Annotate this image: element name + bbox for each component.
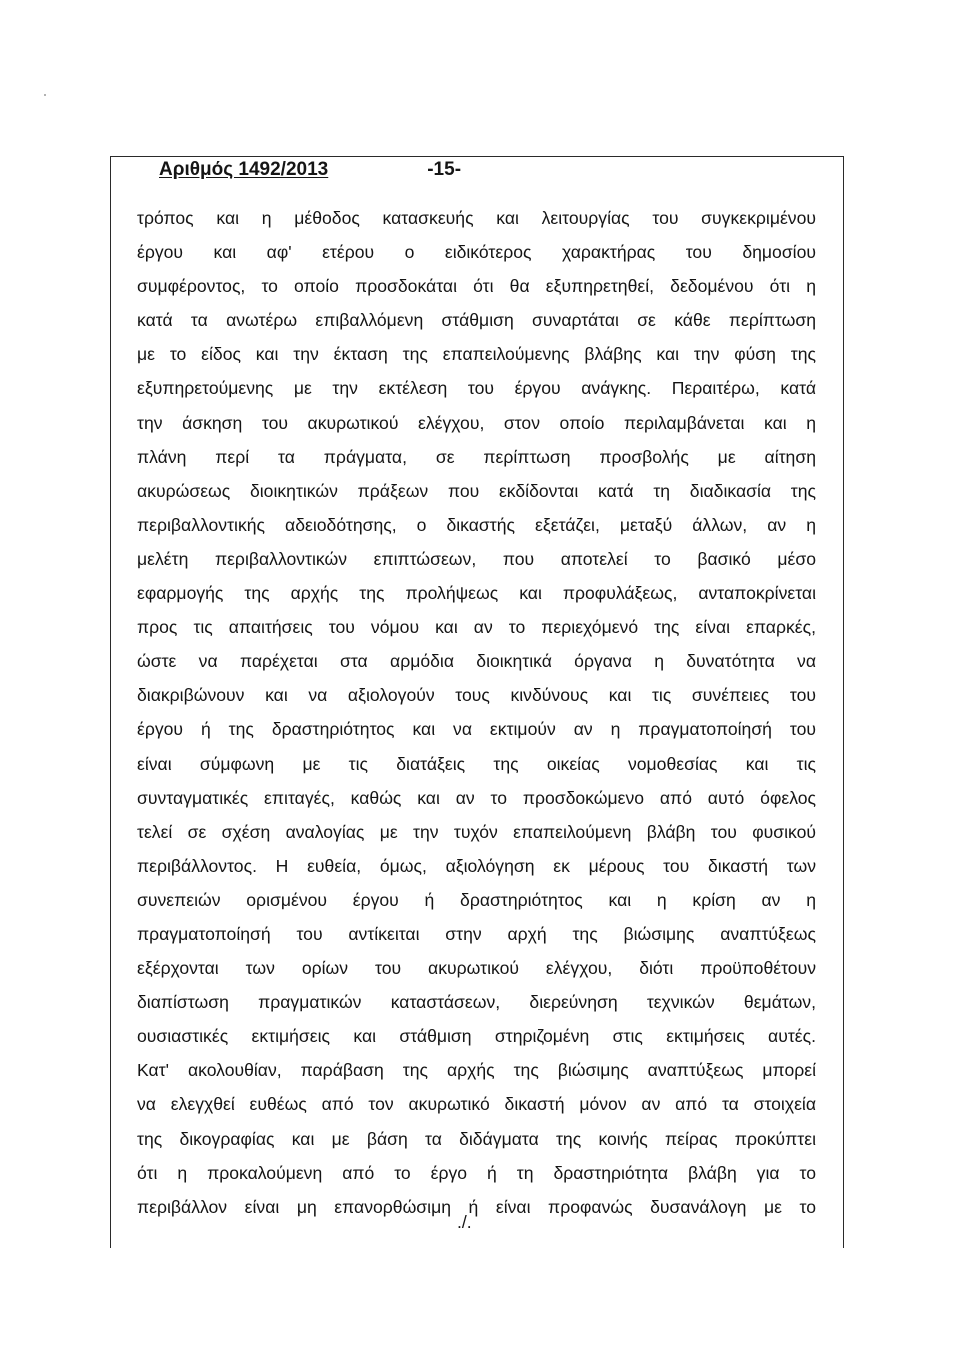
text-line: τρόπος και η μέθοδος κατασκευής και λειτουργίας του συγκεκριμένου [137, 208, 816, 228]
text-line: συνεπειών ορισμένου έργου ή δραστηριότητος και η κρίση αν η [137, 889, 816, 910]
text-line: Κατ' ακολουθίαν, παράβαση της αρχής της βιώσιμης αναπτύξεως μπορεί [137, 1060, 816, 1081]
text-line: με το είδος και την έκταση της επαπειλούμενης βλάβης και την φύση της [137, 344, 816, 365]
text-line: περιβάλλον είναι μη επανορθώσιμη ή είναι προφανώς δυσανάλογη με το [137, 1196, 816, 1217]
text-line: ακυρώσεως διοικητικών πράξεων που εκδίδονται κατά τη διαδικασία της [137, 480, 816, 501]
text-line: προς τις απαιτήσεις του νόμου και αν το περιεχόμενό της είναι επαρκές, [137, 617, 816, 638]
text-line: περιβαλλοντικής αδειοδότησης, ο δικαστής εξετάζει, μεταξύ άλλων, αν η [137, 514, 816, 535]
text-line: της δικογραφίας και με βάση τα διδάγματα της κοινής πείρας προκύπτει [137, 1128, 816, 1149]
text-line: συμφέροντος, το οποίο προσδοκάται ότι θα εξυπηρετηθεί, δεδομένου ότι η [137, 276, 816, 297]
text-line: τελεί σε σχέση αναλογίας με την τυχόν επαπειλούμενη βλάβη του φυσικού [137, 821, 816, 842]
text-line: κατά τα ανωτέρω επιβαλλόμενη στάθμιση συναρτάται σε κάθε περίπτωση [137, 310, 816, 331]
text-line: έργου και αφ' ετέρου ο ειδικότερος χαρακτήρας του δημοσίου [137, 242, 816, 263]
scan-speck [44, 94, 46, 96]
text-line: πραγματοποίησή του αντίκειται στην αρχή της βιώσιμης αναπτύξεως [137, 923, 816, 944]
text-line: περιβάλλοντος. Η ευθεία, όμως, αξιολόγηση εκ μέρους του δικαστή των [137, 855, 816, 876]
text-line: είναι σύμφωνη με τις διατάξεις της οικείας νομοθεσίας και τις [137, 753, 816, 774]
text-line: μελέτη περιβαλλοντικών επιπτώσεων, που αποτελεί το βασικό μέσο [137, 548, 816, 569]
text-line: ότι η προκαλούμενη από το έργο ή τη δραστηριότητα βλάβη για το [137, 1162, 816, 1183]
text-line: να ελεγχθεί ευθέως από τον ακυρωτικό δικαστή μόνον αν από τα στοιχεία [137, 1094, 816, 1115]
text-line: την άσκηση του ακυρωτικού ελέγχου, στον οποίο περιλαμβάνεται και η [137, 412, 816, 433]
page-number: -15- [427, 159, 462, 180]
text-line: πλάνη περί τα πράγματα, σε περίπτωση προσβολής με αίτηση [137, 446, 816, 467]
text-line: εξυπηρετούμενης με την εκτέλεση του έργου ανάγκης. Περαιτέρω, κατά [137, 378, 816, 399]
text-line: εξέρχονται των ορίων του ακυρωτικού ελέγχου, διότι προϋποθέτουν [137, 958, 816, 979]
case-number: Αριθμός 1492/2013 [159, 159, 329, 180]
continuation-mark: ./. [457, 1212, 472, 1232]
text-line: διαπίστωση πραγματικών καταστάσεων, διερεύνηση τεχνικών θεμάτων, [137, 992, 816, 1013]
text-line: διακριβώνουν και να αξιολογούν τους κινδύνους και τις συνέπειες του [137, 685, 816, 706]
body-text [137, 201, 816, 1224]
text-line: έργου ή της δραστηριότητος και να εκτιμούν αν η πραγματοποίησή του [137, 719, 816, 740]
text-line: ώστε να παρέχεται στα αρμόδια διοικητικά όργανα η δυνατότητα να [137, 651, 816, 672]
text-line: συνταγματικές επιταγές, καθώς και αν το προσδοκώμενο από αυτό όφελος [137, 787, 816, 808]
text-line: εφαρμογής της αρχής της προλήψεως και προφυλάξεως, ανταποκρίνεται [137, 583, 816, 604]
text-line: ουσιαστικές εκτιμήσεις και στάθμιση στηριζομένη στις εκτιμήσεις αυτές. [137, 1026, 816, 1047]
page-header [159, 158, 461, 182]
